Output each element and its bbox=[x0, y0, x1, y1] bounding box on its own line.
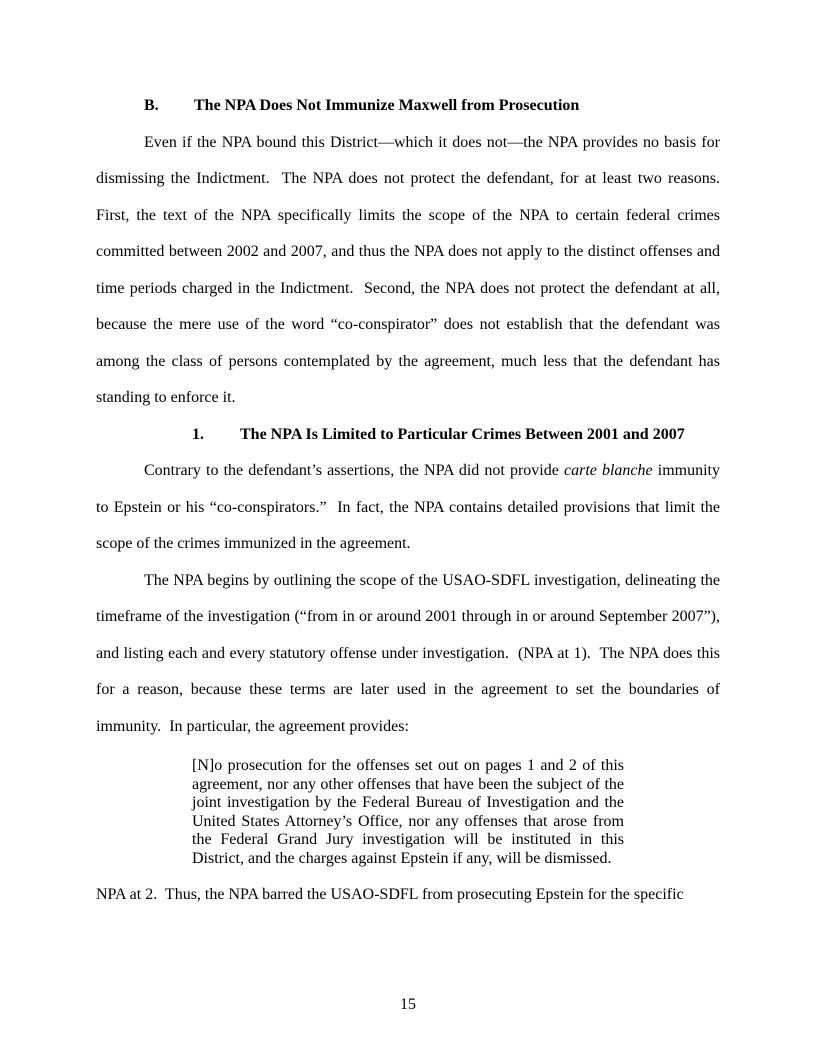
paragraph-npa-scope: The NPA begins by outlining the scope of the USAO-SDFL investigation, delineating the timeframe of the investigation (“from in or around 2001 through in or around September 2007”), and listing each and every statutory offense under investigation. (NPA at 1). The NPA does this for a reason, because these terms are later used in the agreement to set the boundaries of immunity. In particular, the agreement provides: bbox=[96, 571, 724, 735]
section-heading-b bbox=[96, 88, 720, 125]
paragraph-npa-no-basis: Even if the NPA bound this District—which it does not—the NPA provides no basis for dismissing the Indictment. The NPA does not protect the defendant, for at least two reasons. First, the text of the NPA specifically limits the scope of the NPA to certain federal crimes committed between 2002 and 2007, and thus the NPA does not apply to the distinct offenses and time periods charged in the Indictment. Second, the NPA does not protect the defendant at all, because the mere use of the word “co-conspirator” does not establish that the defendant was among the class of persons contemplated by the agreement, much less that the defendant has standing to enforce it. bbox=[96, 133, 728, 406]
page-number: 15 bbox=[400, 996, 416, 1013]
paragraph-npa-at-2: NPA at 2. Thus, the NPA barred the USAO-SDFL from prosecuting Epstein for the specific bbox=[96, 886, 684, 903]
npa-block-quote: [N]o prosecution for the offenses set out on pages 1 and 2 of this agreement, nor any other offenses that have been the subject of the joint investigation by the Federal Bureau of Investigation and the United States Attorney’s Office, nor any offenses that arose from the Federal Grand Jury investigation will be instituted in this District, and the charges against Epstein if any, will be dismissed. bbox=[192, 757, 628, 867]
subsection-heading-1-label: 1. bbox=[192, 425, 204, 443]
section-heading-b-title: The NPA Does Not Immunize Maxwell from Prosecution bbox=[194, 97, 580, 114]
subsection-heading-1-title: The NPA Is Limited to Particular Crimes Between 2001 and 2007 bbox=[240, 425, 685, 443]
carte-blanche-italic: carte blanche bbox=[563, 462, 653, 479]
subsection-heading-1 bbox=[96, 417, 720, 454]
paragraph-carte-blanche bbox=[96, 453, 724, 563]
paragraph-carte-blanche-after: immunity to Epstein or his “co-conspirators.” In fact, the NPA contains detailed provisions that limit the scope of the crimes immunized in the agreement. bbox=[96, 462, 724, 552]
section-heading-b-label: B. bbox=[144, 97, 159, 114]
document-content bbox=[96, 88, 728, 914]
paragraph-carte-blanche-before: Contrary to the defendant’s assertions, the NPA did not provide bbox=[144, 462, 564, 479]
